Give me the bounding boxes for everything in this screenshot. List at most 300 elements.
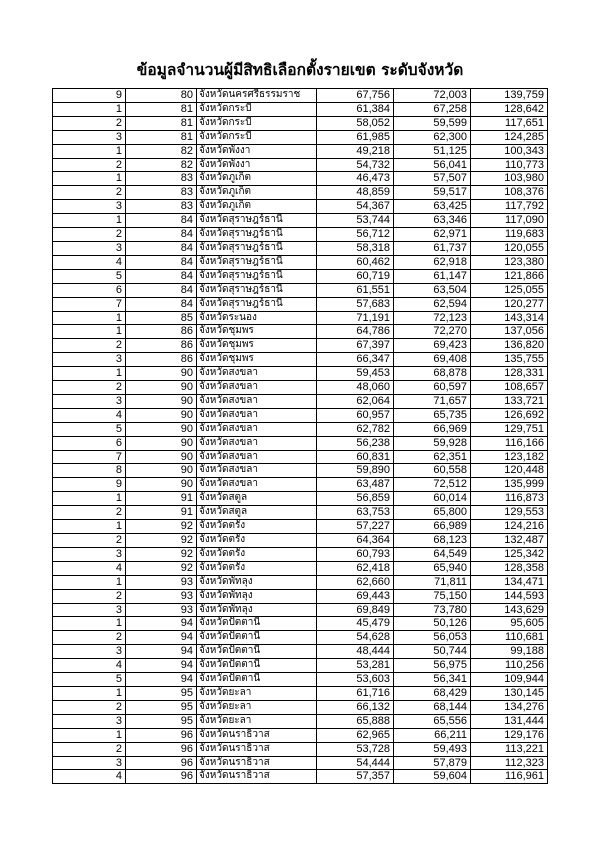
male-voters-cell: 48,060 bbox=[317, 381, 394, 395]
total-voters-cell: 129,751 bbox=[471, 422, 548, 436]
district-number-cell: 3 bbox=[53, 200, 126, 214]
district-number-cell: 9 bbox=[53, 89, 126, 103]
total-voters-cell: 121,866 bbox=[471, 269, 548, 283]
female-voters-cell: 56,041 bbox=[394, 158, 471, 172]
province-name-cell: จังหวัดพัทลุง bbox=[197, 589, 317, 603]
voter-table-body bbox=[53, 89, 548, 784]
province-name-cell: จังหวัดสตูล bbox=[197, 492, 317, 506]
province-code-cell: 80 bbox=[126, 89, 197, 103]
district-number-cell: 4 bbox=[53, 255, 126, 269]
total-voters-cell: 143,629 bbox=[471, 603, 548, 617]
table-row bbox=[53, 381, 548, 395]
table-row bbox=[53, 728, 548, 742]
total-voters-cell: 117,651 bbox=[471, 116, 548, 130]
province-code-cell: 84 bbox=[126, 241, 197, 255]
district-number-cell: 1 bbox=[53, 325, 126, 339]
table-row bbox=[53, 144, 548, 158]
total-voters-cell: 132,487 bbox=[471, 534, 548, 548]
table-row bbox=[53, 700, 548, 714]
province-name-cell: จังหวัดระนอง bbox=[197, 311, 317, 325]
table-row bbox=[53, 241, 548, 255]
table-row bbox=[53, 742, 548, 756]
province-code-cell: 94 bbox=[126, 659, 197, 673]
total-voters-cell: 112,323 bbox=[471, 756, 548, 770]
table-row bbox=[53, 534, 548, 548]
district-number-cell: 3 bbox=[53, 130, 126, 144]
male-voters-cell: 64,786 bbox=[317, 325, 394, 339]
district-number-cell: 3 bbox=[53, 394, 126, 408]
district-number-cell: 6 bbox=[53, 436, 126, 450]
province-code-cell: 81 bbox=[126, 116, 197, 130]
female-voters-cell: 57,879 bbox=[394, 756, 471, 770]
table-row bbox=[53, 200, 548, 214]
male-voters-cell: 62,660 bbox=[317, 575, 394, 589]
table-row bbox=[53, 659, 548, 673]
province-code-cell: 84 bbox=[126, 297, 197, 311]
province-code-cell: 95 bbox=[126, 686, 197, 700]
female-voters-cell: 56,053 bbox=[394, 631, 471, 645]
female-voters-cell: 51,125 bbox=[394, 144, 471, 158]
page-title: ข้อมูลจำนวนผู้มีสิทธิเลือกตั้งรายเขต ระดับจังหวัด bbox=[136, 61, 464, 79]
district-number-cell: 6 bbox=[53, 283, 126, 297]
province-code-cell: 90 bbox=[126, 478, 197, 492]
male-voters-cell: 58,052 bbox=[317, 116, 394, 130]
district-number-cell: 4 bbox=[53, 561, 126, 575]
table-row bbox=[53, 394, 548, 408]
province-name-cell: จังหวัดนราธิวาส bbox=[197, 770, 317, 784]
province-code-cell: 96 bbox=[126, 742, 197, 756]
province-name-cell: จังหวัดปัตตานี bbox=[197, 617, 317, 631]
female-voters-cell: 63,425 bbox=[394, 200, 471, 214]
district-number-cell: 3 bbox=[53, 547, 126, 561]
table-row bbox=[53, 589, 548, 603]
province-code-cell: 82 bbox=[126, 158, 197, 172]
province-name-cell: จังหวัดปัตตานี bbox=[197, 659, 317, 673]
female-voters-cell: 65,800 bbox=[394, 506, 471, 520]
male-voters-cell: 53,728 bbox=[317, 742, 394, 756]
province-code-cell: 93 bbox=[126, 603, 197, 617]
total-voters-cell: 134,276 bbox=[471, 700, 548, 714]
female-voters-cell: 62,918 bbox=[394, 255, 471, 269]
province-code-cell: 86 bbox=[126, 353, 197, 367]
province-name-cell: จังหวัดสุราษฎร์ธานี bbox=[197, 214, 317, 228]
total-voters-cell: 128,331 bbox=[471, 367, 548, 381]
district-number-cell: 1 bbox=[53, 575, 126, 589]
province-code-cell: 96 bbox=[126, 770, 197, 784]
total-voters-cell: 95,605 bbox=[471, 617, 548, 631]
province-name-cell: จังหวัดสงขลา bbox=[197, 436, 317, 450]
district-number-cell: 1 bbox=[53, 492, 126, 506]
province-code-cell: 90 bbox=[126, 408, 197, 422]
total-voters-cell: 125,342 bbox=[471, 547, 548, 561]
province-name-cell: จังหวัดสงขลา bbox=[197, 450, 317, 464]
province-name-cell: จังหวัดสงขลา bbox=[197, 478, 317, 492]
female-voters-cell: 73,780 bbox=[394, 603, 471, 617]
male-voters-cell: 62,965 bbox=[317, 728, 394, 742]
female-voters-cell: 59,493 bbox=[394, 742, 471, 756]
province-name-cell: จังหวัดภูเก็ต bbox=[197, 186, 317, 200]
male-voters-cell: 62,782 bbox=[317, 422, 394, 436]
province-code-cell: 92 bbox=[126, 561, 197, 575]
district-number-cell: 5 bbox=[53, 269, 126, 283]
total-voters-cell: 113,221 bbox=[471, 742, 548, 756]
male-voters-cell: 49,218 bbox=[317, 144, 394, 158]
province-code-cell: 84 bbox=[126, 269, 197, 283]
province-name-cell: จังหวัดนราธิวาส bbox=[197, 728, 317, 742]
district-number-cell: 2 bbox=[53, 631, 126, 645]
table-row bbox=[53, 714, 548, 728]
district-number-cell: 1 bbox=[53, 617, 126, 631]
female-voters-cell: 67,258 bbox=[394, 102, 471, 116]
province-name-cell: จังหวัดปัตตานี bbox=[197, 631, 317, 645]
province-code-cell: 92 bbox=[126, 534, 197, 548]
province-code-cell: 90 bbox=[126, 394, 197, 408]
province-code-cell: 90 bbox=[126, 436, 197, 450]
total-voters-cell: 134,471 bbox=[471, 575, 548, 589]
province-name-cell: จังหวัดสงขลา bbox=[197, 394, 317, 408]
total-voters-cell: 123,380 bbox=[471, 255, 548, 269]
district-number-cell: 1 bbox=[53, 367, 126, 381]
total-voters-cell: 110,773 bbox=[471, 158, 548, 172]
table-row bbox=[53, 255, 548, 269]
province-name-cell: จังหวัดพัทลุง bbox=[197, 603, 317, 617]
province-name-cell: จังหวัดภูเก็ต bbox=[197, 200, 317, 214]
male-voters-cell: 45,479 bbox=[317, 617, 394, 631]
female-voters-cell: 57,507 bbox=[394, 172, 471, 186]
province-code-cell: 94 bbox=[126, 617, 197, 631]
male-voters-cell: 60,831 bbox=[317, 450, 394, 464]
total-voters-cell: 100,343 bbox=[471, 144, 548, 158]
province-name-cell: จังหวัดตรัง bbox=[197, 534, 317, 548]
male-voters-cell: 54,367 bbox=[317, 200, 394, 214]
total-voters-cell: 123,182 bbox=[471, 450, 548, 464]
total-voters-cell: 135,755 bbox=[471, 353, 548, 367]
table-row bbox=[53, 422, 548, 436]
total-voters-cell: 130,145 bbox=[471, 686, 548, 700]
province-code-cell: 86 bbox=[126, 339, 197, 353]
male-voters-cell: 71,191 bbox=[317, 311, 394, 325]
table-row bbox=[53, 408, 548, 422]
female-voters-cell: 66,969 bbox=[394, 422, 471, 436]
province-name-cell: จังหวัดยะลา bbox=[197, 714, 317, 728]
male-voters-cell: 60,719 bbox=[317, 269, 394, 283]
province-name-cell: จังหวัดยะลา bbox=[197, 700, 317, 714]
district-number-cell: 1 bbox=[53, 520, 126, 534]
male-voters-cell: 61,551 bbox=[317, 283, 394, 297]
male-voters-cell: 63,753 bbox=[317, 506, 394, 520]
total-voters-cell: 116,166 bbox=[471, 436, 548, 450]
female-voters-cell: 75,150 bbox=[394, 589, 471, 603]
province-name-cell: จังหวัดสุราษฎร์ธานี bbox=[197, 283, 317, 297]
table-row bbox=[53, 353, 548, 367]
male-voters-cell: 65,888 bbox=[317, 714, 394, 728]
table-row bbox=[53, 673, 548, 687]
table-row bbox=[53, 339, 548, 353]
district-number-cell: 1 bbox=[53, 214, 126, 228]
male-voters-cell: 61,384 bbox=[317, 102, 394, 116]
female-voters-cell: 62,971 bbox=[394, 228, 471, 242]
province-name-cell: จังหวัดตรัง bbox=[197, 547, 317, 561]
province-name-cell: จังหวัดตรัง bbox=[197, 561, 317, 575]
female-voters-cell: 71,657 bbox=[394, 394, 471, 408]
province-name-cell: จังหวัดสุราษฎร์ธานี bbox=[197, 228, 317, 242]
table-row bbox=[53, 325, 548, 339]
province-name-cell: จังหวัดภูเก็ต bbox=[197, 172, 317, 186]
table-row bbox=[53, 756, 548, 770]
total-voters-cell: 129,553 bbox=[471, 506, 548, 520]
table-row bbox=[53, 686, 548, 700]
district-number-cell: 2 bbox=[53, 589, 126, 603]
province-name-cell: จังหวัดสงขลา bbox=[197, 408, 317, 422]
province-code-cell: 90 bbox=[126, 450, 197, 464]
total-voters-cell: 99,188 bbox=[471, 645, 548, 659]
district-number-cell: 2 bbox=[53, 339, 126, 353]
total-voters-cell: 143,314 bbox=[471, 311, 548, 325]
female-voters-cell: 59,517 bbox=[394, 186, 471, 200]
province-code-cell: 90 bbox=[126, 381, 197, 395]
province-name-cell: จังหวัดปัตตานี bbox=[197, 645, 317, 659]
table-row bbox=[53, 436, 548, 450]
female-voters-cell: 69,423 bbox=[394, 339, 471, 353]
district-number-cell: 1 bbox=[53, 144, 126, 158]
table-row bbox=[53, 214, 548, 228]
table-row bbox=[53, 311, 548, 325]
table-row bbox=[53, 186, 548, 200]
total-voters-cell: 136,820 bbox=[471, 339, 548, 353]
total-voters-cell: 120,448 bbox=[471, 464, 548, 478]
province-code-cell: 82 bbox=[126, 144, 197, 158]
province-code-cell: 92 bbox=[126, 520, 197, 534]
male-voters-cell: 59,890 bbox=[317, 464, 394, 478]
female-voters-cell: 65,556 bbox=[394, 714, 471, 728]
total-voters-cell: 110,681 bbox=[471, 631, 548, 645]
district-number-cell: 2 bbox=[53, 228, 126, 242]
table-row bbox=[53, 617, 548, 631]
table-row bbox=[53, 283, 548, 297]
total-voters-cell: 124,285 bbox=[471, 130, 548, 144]
total-voters-cell: 117,792 bbox=[471, 200, 548, 214]
total-voters-cell: 117,090 bbox=[471, 214, 548, 228]
district-number-cell: 1 bbox=[53, 728, 126, 742]
female-voters-cell: 68,878 bbox=[394, 367, 471, 381]
province-name-cell: จังหวัดนราธิวาส bbox=[197, 756, 317, 770]
province-code-cell: 93 bbox=[126, 589, 197, 603]
total-voters-cell: 131,444 bbox=[471, 714, 548, 728]
province-name-cell: จังหวัดกระบี่ bbox=[197, 116, 317, 130]
male-voters-cell: 53,744 bbox=[317, 214, 394, 228]
province-name-cell: จังหวัดสุราษฎร์ธานี bbox=[197, 269, 317, 283]
total-voters-cell: 108,657 bbox=[471, 381, 548, 395]
male-voters-cell: 53,603 bbox=[317, 673, 394, 687]
male-voters-cell: 62,064 bbox=[317, 394, 394, 408]
table-row bbox=[53, 130, 548, 144]
district-number-cell: 3 bbox=[53, 645, 126, 659]
province-code-cell: 84 bbox=[126, 214, 197, 228]
province-code-cell: 95 bbox=[126, 714, 197, 728]
female-voters-cell: 66,211 bbox=[394, 728, 471, 742]
male-voters-cell: 61,716 bbox=[317, 686, 394, 700]
district-number-cell: 4 bbox=[53, 408, 126, 422]
province-name-cell: จังหวัดตรัง bbox=[197, 520, 317, 534]
province-name-cell: จังหวัดสตูล bbox=[197, 506, 317, 520]
total-voters-cell: 144,593 bbox=[471, 589, 548, 603]
province-name-cell: จังหวัดชุมพร bbox=[197, 325, 317, 339]
total-voters-cell: 103,980 bbox=[471, 172, 548, 186]
table-row bbox=[53, 102, 548, 116]
table-row bbox=[53, 478, 548, 492]
female-voters-cell: 62,351 bbox=[394, 450, 471, 464]
female-voters-cell: 63,504 bbox=[394, 283, 471, 297]
province-code-cell: 94 bbox=[126, 673, 197, 687]
male-voters-cell: 62,418 bbox=[317, 561, 394, 575]
province-code-cell: 94 bbox=[126, 645, 197, 659]
male-voters-cell: 56,859 bbox=[317, 492, 394, 506]
province-code-cell: 93 bbox=[126, 575, 197, 589]
table-row bbox=[53, 116, 548, 130]
male-voters-cell: 54,628 bbox=[317, 631, 394, 645]
province-name-cell: จังหวัดสงขลา bbox=[197, 367, 317, 381]
female-voters-cell: 71,811 bbox=[394, 575, 471, 589]
total-voters-cell: 116,961 bbox=[471, 770, 548, 784]
female-voters-cell: 65,940 bbox=[394, 561, 471, 575]
table-row bbox=[53, 367, 548, 381]
table-row bbox=[53, 631, 548, 645]
province-code-cell: 90 bbox=[126, 464, 197, 478]
male-voters-cell: 57,683 bbox=[317, 297, 394, 311]
table-row bbox=[53, 603, 548, 617]
female-voters-cell: 68,123 bbox=[394, 534, 471, 548]
female-voters-cell: 72,512 bbox=[394, 478, 471, 492]
female-voters-cell: 66,989 bbox=[394, 520, 471, 534]
male-voters-cell: 61,985 bbox=[317, 130, 394, 144]
table-row bbox=[53, 506, 548, 520]
total-voters-cell: 128,642 bbox=[471, 102, 548, 116]
female-voters-cell: 64,549 bbox=[394, 547, 471, 561]
district-number-cell: 2 bbox=[53, 506, 126, 520]
province-name-cell: จังหวัดนราธิวาส bbox=[197, 742, 317, 756]
district-number-cell: 8 bbox=[53, 464, 126, 478]
province-name-cell: จังหวัดชุมพร bbox=[197, 339, 317, 353]
male-voters-cell: 48,859 bbox=[317, 186, 394, 200]
district-number-cell: 3 bbox=[53, 756, 126, 770]
male-voters-cell: 57,357 bbox=[317, 770, 394, 784]
district-number-cell: 1 bbox=[53, 102, 126, 116]
table-row bbox=[53, 547, 548, 561]
male-voters-cell: 59,453 bbox=[317, 367, 394, 381]
voter-table bbox=[52, 88, 548, 784]
province-code-cell: 90 bbox=[126, 367, 197, 381]
female-voters-cell: 61,737 bbox=[394, 241, 471, 255]
district-number-cell: 3 bbox=[53, 603, 126, 617]
district-number-cell: 2 bbox=[53, 186, 126, 200]
total-voters-cell: 124,216 bbox=[471, 520, 548, 534]
province-name-cell: จังหวัดสุราษฎร์ธานี bbox=[197, 255, 317, 269]
female-voters-cell: 50,126 bbox=[394, 617, 471, 631]
province-code-cell: 84 bbox=[126, 283, 197, 297]
male-voters-cell: 60,462 bbox=[317, 255, 394, 269]
province-code-cell: 91 bbox=[126, 506, 197, 520]
district-number-cell: 2 bbox=[53, 700, 126, 714]
male-voters-cell: 48,444 bbox=[317, 645, 394, 659]
male-voters-cell: 69,443 bbox=[317, 589, 394, 603]
district-number-cell: 5 bbox=[53, 673, 126, 687]
female-voters-cell: 59,604 bbox=[394, 770, 471, 784]
female-voters-cell: 69,408 bbox=[394, 353, 471, 367]
province-code-cell: 90 bbox=[126, 422, 197, 436]
province-name-cell: จังหวัดยะลา bbox=[197, 686, 317, 700]
district-number-cell: 2 bbox=[53, 381, 126, 395]
district-number-cell: 3 bbox=[53, 241, 126, 255]
table-row bbox=[53, 492, 548, 506]
province-code-cell: 92 bbox=[126, 547, 197, 561]
female-voters-cell: 63,346 bbox=[394, 214, 471, 228]
male-voters-cell: 58,318 bbox=[317, 241, 394, 255]
female-voters-cell: 61,147 bbox=[394, 269, 471, 283]
province-name-cell: จังหวัดพังงา bbox=[197, 158, 317, 172]
province-name-cell: จังหวัดกระบี่ bbox=[197, 130, 317, 144]
male-voters-cell: 54,444 bbox=[317, 756, 394, 770]
district-number-cell: 1 bbox=[53, 311, 126, 325]
province-code-cell: 96 bbox=[126, 756, 197, 770]
table-row bbox=[53, 158, 548, 172]
total-voters-cell: 128,358 bbox=[471, 561, 548, 575]
table-row bbox=[53, 228, 548, 242]
male-voters-cell: 57,227 bbox=[317, 520, 394, 534]
table-row bbox=[53, 450, 548, 464]
district-number-cell: 5 bbox=[53, 422, 126, 436]
female-voters-cell: 60,014 bbox=[394, 492, 471, 506]
male-voters-cell: 66,347 bbox=[317, 353, 394, 367]
total-voters-cell: 120,055 bbox=[471, 241, 548, 255]
table-row bbox=[53, 172, 548, 186]
total-voters-cell: 110,256 bbox=[471, 659, 548, 673]
total-voters-cell: 125,055 bbox=[471, 283, 548, 297]
total-voters-cell: 120,277 bbox=[471, 297, 548, 311]
province-name-cell: จังหวัดนครศรีธรรมราช bbox=[197, 89, 317, 103]
female-voters-cell: 62,300 bbox=[394, 130, 471, 144]
table-row bbox=[53, 645, 548, 659]
province-code-cell: 84 bbox=[126, 228, 197, 242]
male-voters-cell: 60,957 bbox=[317, 408, 394, 422]
male-voters-cell: 54,732 bbox=[317, 158, 394, 172]
total-voters-cell: 119,683 bbox=[471, 228, 548, 242]
male-voters-cell: 64,364 bbox=[317, 534, 394, 548]
district-number-cell: 3 bbox=[53, 714, 126, 728]
female-voters-cell: 50,744 bbox=[394, 645, 471, 659]
table-row bbox=[53, 297, 548, 311]
district-number-cell: 3 bbox=[53, 353, 126, 367]
district-number-cell: 2 bbox=[53, 742, 126, 756]
district-number-cell: 9 bbox=[53, 478, 126, 492]
male-voters-cell: 63,487 bbox=[317, 478, 394, 492]
female-voters-cell: 56,341 bbox=[394, 673, 471, 687]
female-voters-cell: 60,597 bbox=[394, 381, 471, 395]
table-row bbox=[53, 464, 548, 478]
male-voters-cell: 69,849 bbox=[317, 603, 394, 617]
province-name-cell: จังหวัดกระบี่ bbox=[197, 102, 317, 116]
province-code-cell: 81 bbox=[126, 130, 197, 144]
province-code-cell: 95 bbox=[126, 700, 197, 714]
district-number-cell: 2 bbox=[53, 158, 126, 172]
male-voters-cell: 56,238 bbox=[317, 436, 394, 450]
province-name-cell: จังหวัดสุราษฎร์ธานี bbox=[197, 241, 317, 255]
district-number-cell: 1 bbox=[53, 172, 126, 186]
total-voters-cell: 135,999 bbox=[471, 478, 548, 492]
total-voters-cell: 108,376 bbox=[471, 186, 548, 200]
province-name-cell: จังหวัดสงขลา bbox=[197, 464, 317, 478]
total-voters-cell: 116,873 bbox=[471, 492, 548, 506]
female-voters-cell: 72,123 bbox=[394, 311, 471, 325]
